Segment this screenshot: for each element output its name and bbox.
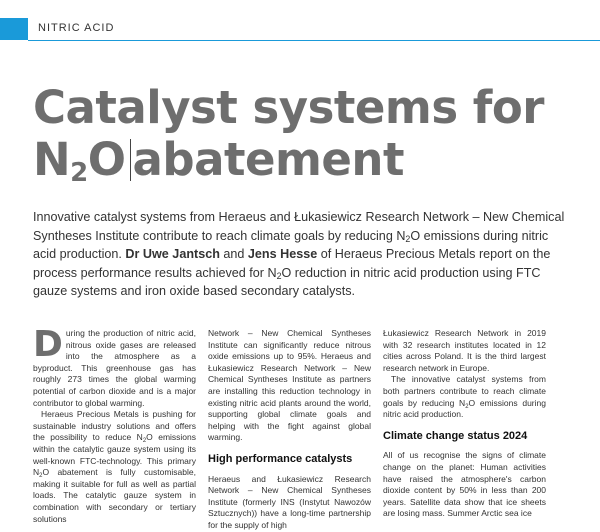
col3-p2-b: O emissions during nitric acid production.: [383, 397, 546, 420]
intro-text-2: O emissions during nitric acid production.: [33, 228, 549, 261]
title-rest: abatement: [132, 133, 404, 186]
col3-paragraph-1: Łukasiewicz Research Network in 2019 with 32 research institutes located in 12 cities across Poland. It is the third largest research network in Europe.: [383, 328, 546, 373]
body-column-2: [208, 328, 371, 532]
section-color-tab: [0, 18, 28, 40]
section-rule: [28, 40, 600, 41]
title-line1: Catalyst systems for: [33, 81, 544, 134]
text-cursor: [130, 139, 131, 181]
section-label: NITRIC ACID: [38, 22, 115, 34]
title-subscript: 2: [70, 158, 88, 188]
body-column-3: [383, 328, 546, 520]
drop-cap: D: [33, 324, 63, 365]
intro-text-1: Innovative catalyst systems from Heraeus and Łukasiewicz Research Network – New Chemical Syntheses Institute contribute to reach climate goals by reducing N: [33, 210, 565, 243]
subheading-high-performance: High performance catalysts: [208, 452, 353, 465]
col1-p2-c: O abatement is fully customisable, making it suitable for full as well as partial loads. The catalytic gauze system in combination with secondary or tertiary solutions: [33, 467, 196, 524]
col1-p2-sub: 2: [142, 438, 147, 445]
intro-text-3: of Heraeus Precious Metals report on the process performance results achieved for N: [33, 247, 551, 280]
article-title: [33, 82, 544, 186]
col3-paragraph-3: All of us recognise the signs of climate change on the planet: Human activities have raised the atmosphere's carbon dioxide content by 50% in less than 200 years. Satellite data show that ice sheets are losing mass. Summer Arctic sea ice: [383, 450, 546, 519]
author-2: Jens Hesse: [247, 247, 318, 261]
col1-paragraph-1: [33, 324, 196, 409]
body-column-1: [33, 324, 197, 525]
title-n: N: [33, 133, 71, 186]
title-o: O: [87, 133, 126, 186]
col2-paragraph-2: Heraeus and Łukasiewicz Research Network – New Chemical Syntheses Institute (formerly INS (Instytut Nawozów Sztucznych)) have a long-time partnership for the supply of high: [208, 473, 371, 530]
col1-p1-text: uring the production of nitric acid, nitrous oxide gases are released into the atmosphere as a byproduct. This greenhouse gas has roughly 273 times the global warming potential of carbon dioxide and is a major contributor to global warming.: [33, 328, 196, 408]
col3-p2-a: The innovative catalyst systems from both partners contribute to reach climate goals by reducing N: [383, 374, 546, 408]
col2-paragraph-1: Network – New Chemical Syntheses Institute can significantly reduce nitrous oxide emissions up to 95%. Heraeus and Łukasiewicz Research Network – New Chemical Syntheses Institute as partners are installing this reduction technology in existing nitric acid plants around the world, supporting global climate goals and helping with the fight against global warming.: [208, 328, 371, 443]
intro-sub-2: 2: [276, 270, 282, 281]
intro-and: and: [219, 247, 248, 261]
col1-paragraph-2: [33, 409, 196, 525]
col1-p2-sub2: 2: [39, 473, 43, 480]
article-standfirst: [33, 208, 573, 301]
subheading-climate-change: Climate change status 2024: [383, 429, 528, 442]
col1-p2-a: Heraeus Precious Metals is pushing for sustainable industry solutions and offers the possibility to reduce N: [33, 409, 196, 443]
author-1: Dr Uwe Jantsch: [125, 247, 220, 261]
intro-sub-1: 2: [405, 233, 411, 244]
intro-text-4: O reduction in nitric acid production using FTC gauze systems and iron oxide based secondary catalysts.: [33, 265, 541, 298]
col3-paragraph-2: [383, 374, 546, 420]
col1-p2-b: O emissions within the catalytic gauze system using its well-known FTC-technology. This primary N: [33, 432, 197, 478]
col3-p2-sub: 2: [465, 403, 469, 410]
